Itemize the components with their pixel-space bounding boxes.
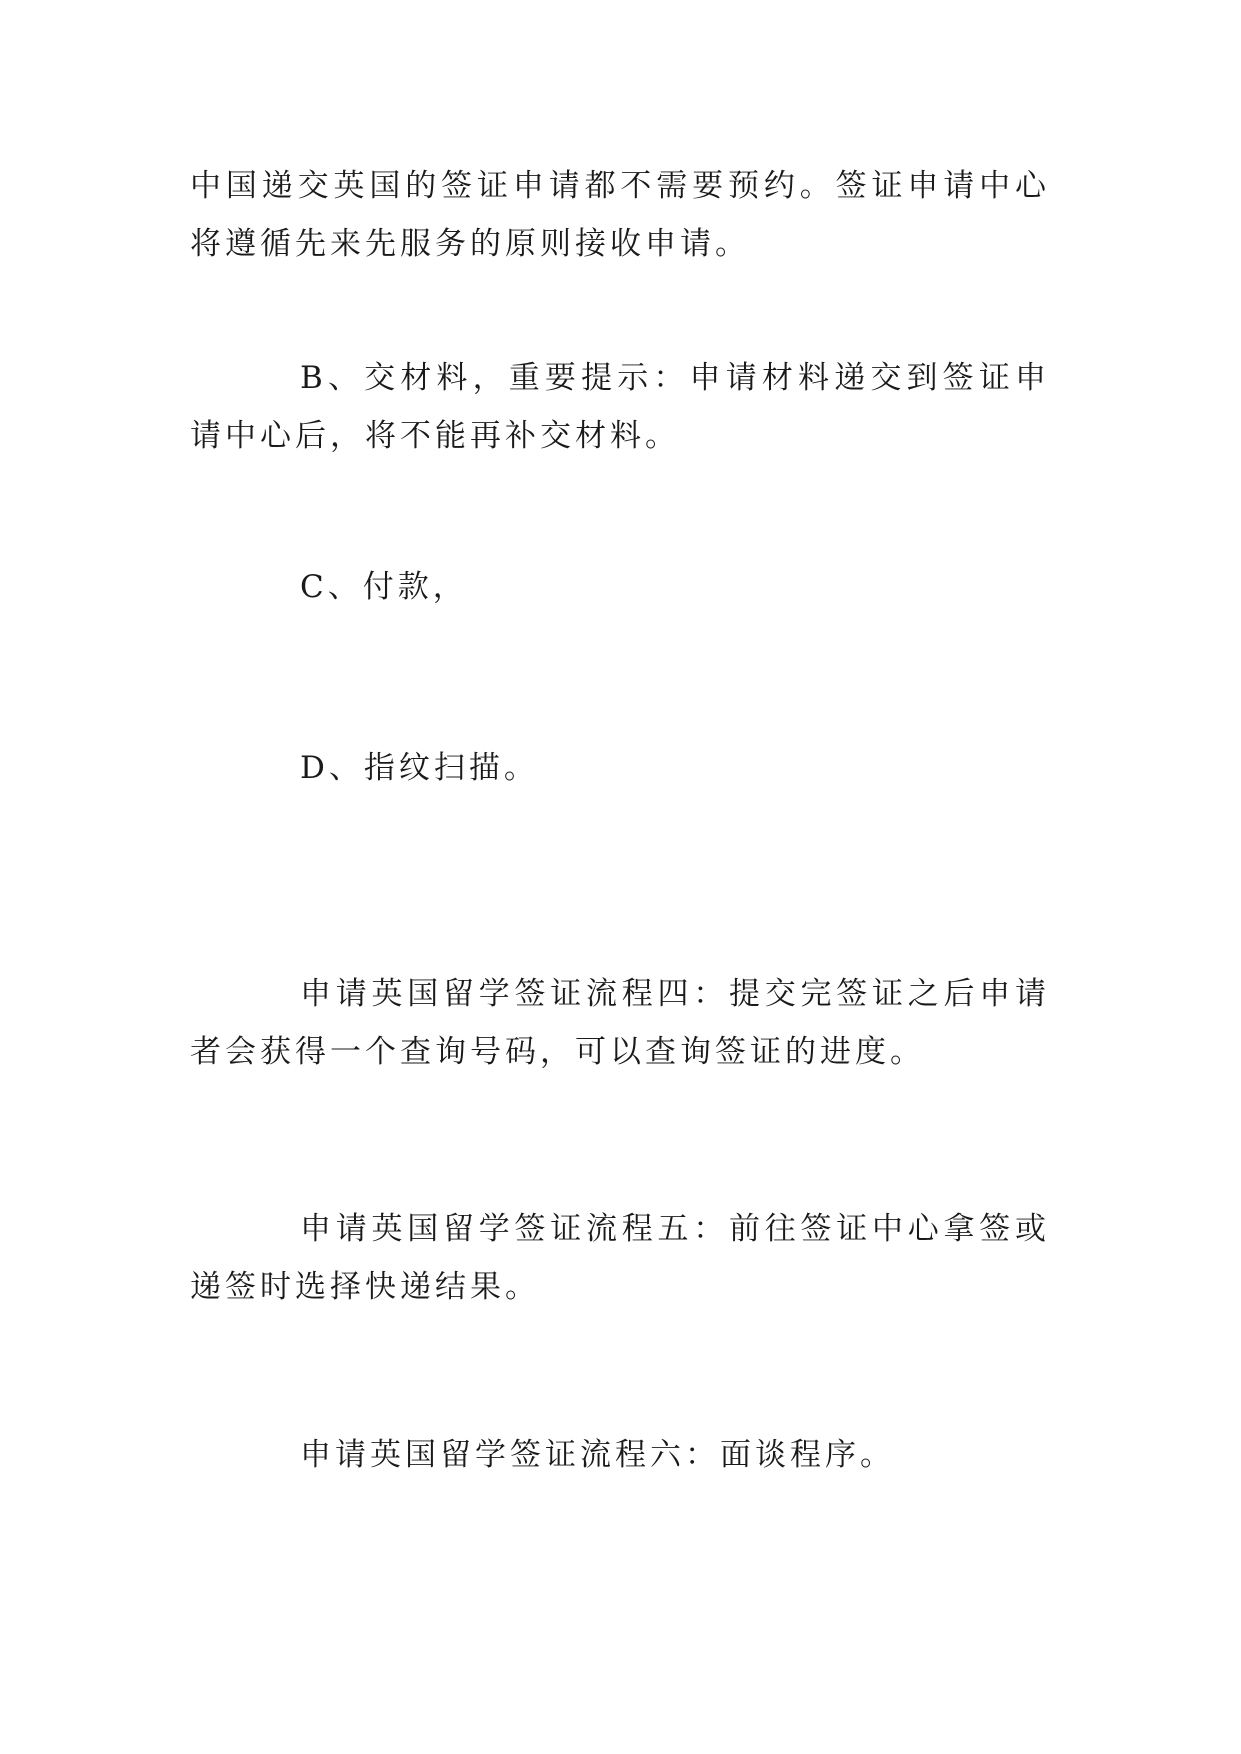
paragraph-appointment-note: 中国递交英国的签证申请都不需要预约。签证申请中心将遵循先来先服务的原则接收申请。 — [190, 168, 1050, 262]
paragraph-process-step-five: 申请英国留学签证流程五：前往签证中心拿签或递签时选择快递结果。 — [190, 1211, 1050, 1305]
paragraph-process-step-four: 申请英国留学签证流程四：提交完签证之后申请者会获得一个查询号码，可以查询签证的进度。 — [190, 976, 1050, 1070]
paragraph-step-c-payment: C、付款， — [300, 569, 468, 605]
paragraph-step-b-submit-materials: B、交材料，重要提示：申请材料递交到签证申请中心后，将不能再补交材料。 — [190, 360, 1050, 454]
paragraph-process-step-six: 申请英国留学签证流程六：面谈程序。 — [300, 1437, 895, 1473]
paragraph-step-d-fingerprint: D、指纹扫描。 — [300, 750, 539, 786]
